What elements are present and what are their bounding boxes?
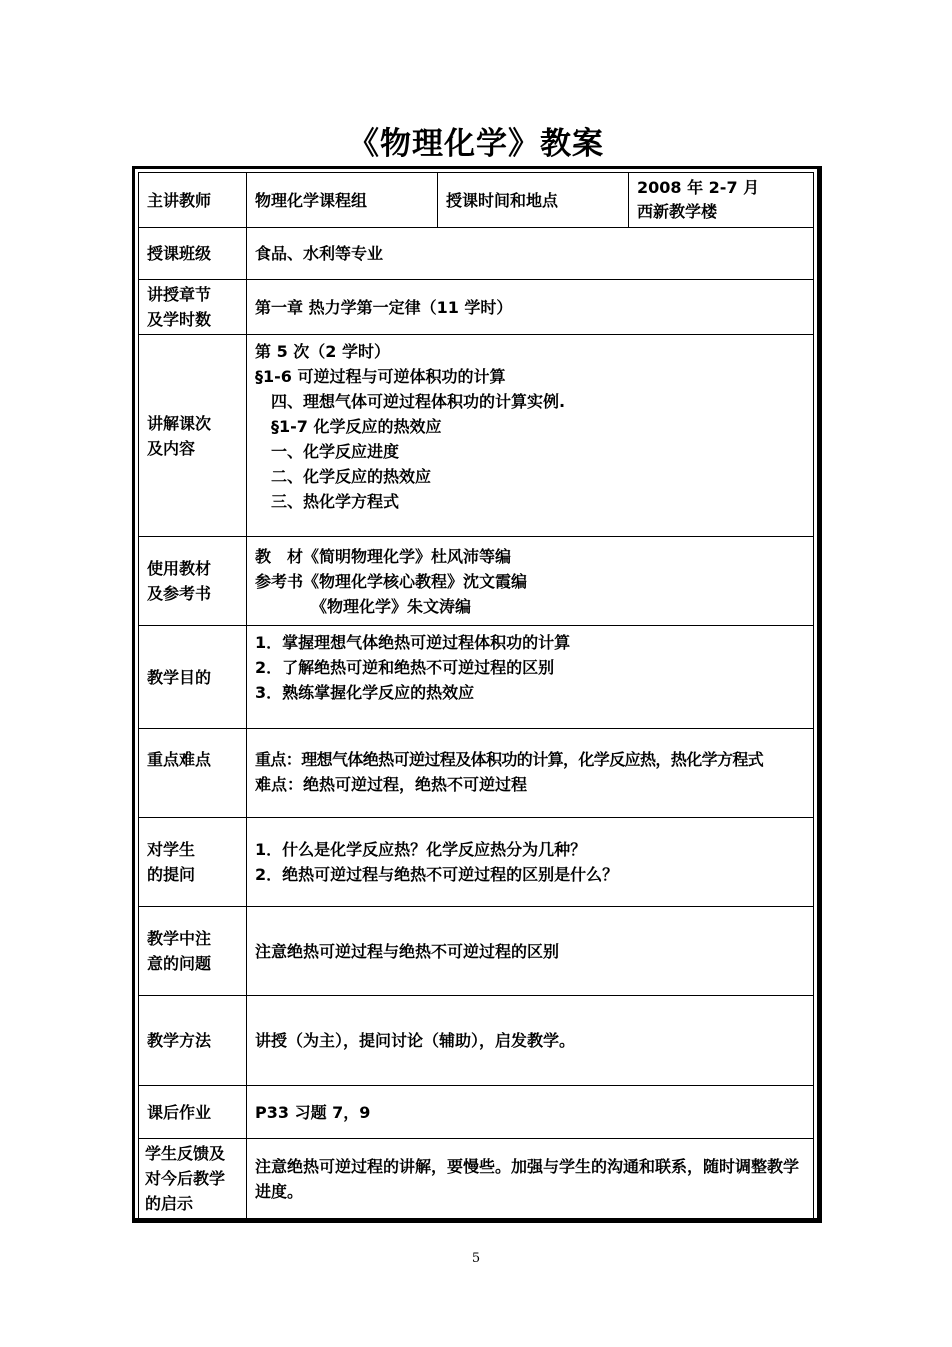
row-key-points (139, 729, 814, 818)
textbook-label-line: 及参考书 (147, 584, 212, 603)
goals-label: 教学目的 (139, 626, 247, 729)
attention-label (139, 907, 247, 996)
time-line: 2008 年 2-7 月 (637, 178, 760, 197)
content-line: 一、化学反应进度 (271, 442, 400, 461)
goal-line: 3．熟练掌握化学反应的热效应 (255, 683, 475, 702)
class-value: 食品、水利等专业 (247, 228, 814, 280)
homework-label: 课后作业 (139, 1086, 247, 1139)
key-label: 重点难点 (139, 729, 247, 818)
row-attention (139, 907, 814, 996)
content-line: 四、理想气体可逆过程体积功的计算实例. (271, 392, 566, 411)
key-value (247, 729, 814, 818)
row-feedback (139, 1139, 814, 1219)
key-line: 难点：绝热可逆过程，绝热不可逆过程 (255, 775, 528, 794)
question-line: 1．什么是化学反应热？化学反应热分为几种？ (255, 840, 587, 859)
textbook-label-line: 使用教材 (147, 559, 212, 578)
textbook-line: 《物理化学》朱文涛编 (311, 596, 472, 616)
goal-line: 2．了解绝热可逆和绝热不可逆过程的区别 (255, 658, 555, 677)
chapter-label (139, 280, 247, 335)
row-homework (139, 1086, 814, 1139)
row-questions (139, 818, 814, 907)
homework-value: P33 习题 7，9 (247, 1086, 814, 1139)
row-class (139, 228, 814, 280)
row-goals (139, 626, 814, 729)
textbook-line: 教 材《简明物理化学》杜风沛等编 (255, 546, 512, 566)
chapter-label-line: 讲授章节 (147, 285, 212, 304)
content-line: 三、热化学方程式 (271, 492, 400, 511)
row-method (139, 996, 814, 1086)
attention-label-line: 意的问题 (147, 954, 212, 973)
feedback-label-line: 对今后教学 (145, 1169, 226, 1188)
questions-label-line: 对学生 (147, 840, 196, 859)
content-label-line: 讲解课次 (147, 413, 212, 433)
chapter-value: 第一章 热力学第一定律（11 学时） (247, 280, 814, 335)
feedback-value: 注意绝热可逆过程的讲解，要慢些。加强与学生的沟通和联系，随时调整教学进度。 (247, 1139, 814, 1219)
feedback-label (139, 1139, 247, 1219)
feedback-label-line: 学生反馈及 (145, 1144, 226, 1163)
question-line: 2．绝热可逆过程与绝热不可逆过程的区别是什么？ (255, 865, 619, 884)
feedback-label-line: 的启示 (145, 1194, 194, 1213)
place-line: 西新教学楼 (637, 202, 718, 221)
time-place-label: 授课时间和地点 (438, 173, 629, 228)
row-content (139, 335, 814, 537)
row-teacher (139, 173, 814, 228)
content-label-line: 及内容 (147, 438, 196, 458)
questions-label (139, 818, 247, 907)
key-line: 重点：理想气体绝热可逆过程及体积功的计算，化学反应热，热化学方程式 (255, 750, 764, 769)
content-line: §1-6 可逆过程与可逆体积功的计算 (255, 367, 506, 386)
content-line: §1-7 化学反应的热效应 (271, 417, 442, 436)
time-place-value (629, 173, 814, 228)
lesson-plan-frame (132, 166, 822, 1223)
content-label (139, 335, 247, 537)
content-line: 二、化学反应的热效应 (271, 467, 432, 486)
goal-line: 1．掌握理想气体绝热可逆过程体积功的计算 (255, 633, 571, 652)
teacher-value: 物理化学课程组 (247, 173, 438, 228)
method-label: 教学方法 (139, 996, 247, 1086)
questions-label-line: 的提问 (147, 865, 196, 884)
textbook-line: 参考书《物理化学核心教程》沈文霞编 (255, 571, 528, 591)
page-number: 5 (471, 1251, 481, 1266)
questions-value (247, 818, 814, 907)
lesson-plan-table (138, 172, 814, 1219)
content-value (247, 335, 814, 537)
textbook-label (139, 537, 247, 626)
page-title: 《物理化学》教案 (348, 126, 604, 162)
row-chapter (139, 280, 814, 335)
class-label: 授课班级 (139, 228, 247, 280)
textbook-value (247, 537, 814, 626)
method-value: 讲授（为主），提问讨论（辅助），启发教学。 (247, 996, 814, 1086)
attention-label-line: 教学中注 (147, 929, 212, 948)
goals-value (247, 626, 814, 729)
chapter-label-line: 及学时数 (147, 310, 212, 329)
row-textbook (139, 537, 814, 626)
teacher-label: 主讲教师 (139, 173, 247, 228)
content-line: 第 5 次（2 学时） (255, 342, 390, 361)
attention-value: 注意绝热可逆过程与绝热不可逆过程的区别 (247, 907, 814, 996)
